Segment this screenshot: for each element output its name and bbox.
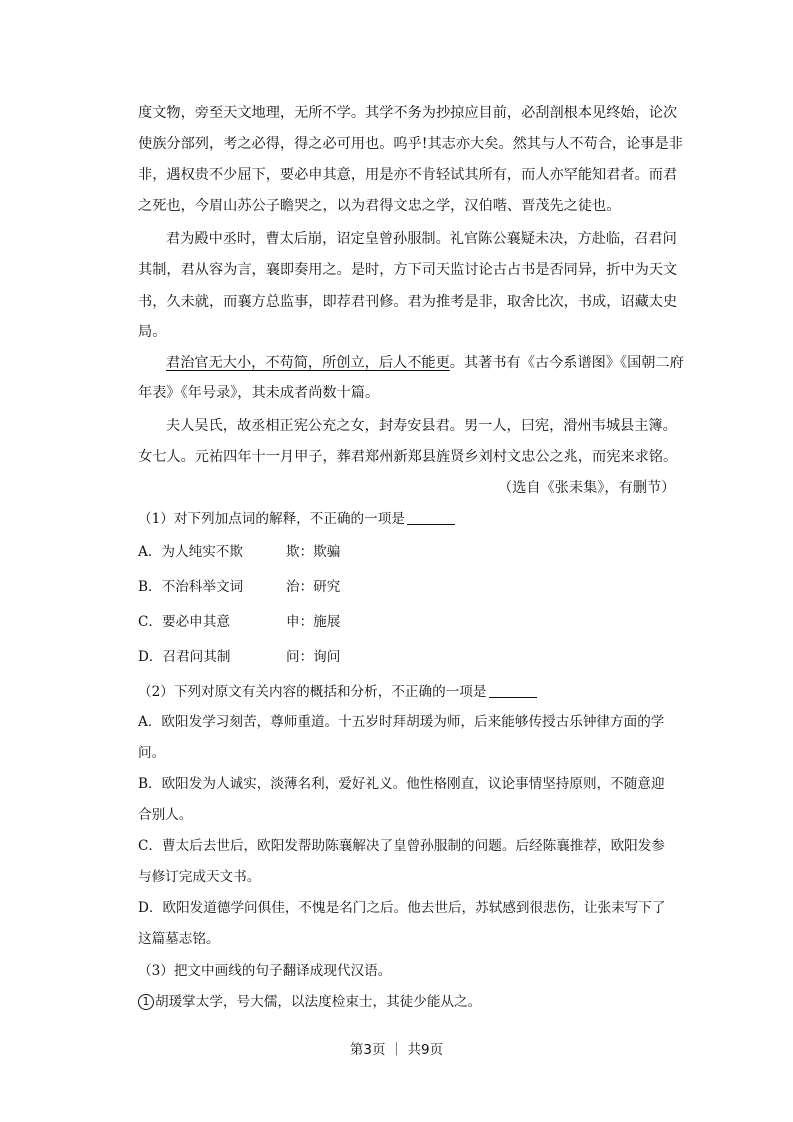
option-c-line: 与修订完成天文书。 [138,869,261,885]
passage-line-underlined [166,354,684,372]
passage-line: 之死也，今眉山苏公子瞻哭之，以为君得文忠之学，汉伯喈、晋茂先之徒也。 [138,198,621,214]
option-label: D．召君问其制 [138,649,231,665]
passage-line: 女七人。元祐四年十一月甲子，葬君郑州新郑县旌贤乡刘村文忠公之兆，而宪来求铭。 [138,449,678,465]
passage-line: 度文物，旁至天文地理，无所不学。其学不务为抄掠应目前，必刮剖根本见终始，论次 [138,105,678,121]
underlined-sentence: 君治官无大小，不苟简，所创立，后人不能更 [166,355,450,371]
translation-item-1 [138,993,481,1011]
option-d-line: 这篇墓志铭。 [138,931,220,947]
option-gloss: 欺：欺骗 [286,544,341,560]
question-stem [138,510,455,528]
question-stem-text: （1）对下列加点词的解释，不正确的一项是 [138,511,405,527]
option-label: B．不治科举文词 [138,579,244,595]
passage-line: 局。 [138,324,167,340]
answer-blank[interactable] [407,510,455,525]
passage-line: 使族分部列，考之必得，得之必可用也。呜乎!其志亦大矣。然其与人不苟合，论事是非 [138,136,683,152]
option-gloss: 问：询问 [286,649,341,665]
passage-line: 君为殿中丞时，曹太后崩，诏定皇曾孙服制。礼官陈公襄疑未决，方赴临，召君问 [166,231,677,247]
option-gloss: 申：施展 [286,614,341,630]
translation-sentence: 胡瑗掌太学，号大儒，以法度检束士，其徒少能从之。 [155,994,482,1010]
option-a-line: A．欧阳发学习刻苦，尊师重道。十五岁时拜胡瑗为师，后来能够传授古乐钟律方面的学 [138,714,665,730]
passage-line: 非，遇权贵不少屈下，要必申其意，用是亦不肯轻试其所有，而人亦罕能知君者。而君 [138,167,678,183]
answer-blank[interactable] [489,683,537,698]
option-d-line: D．欧阳发道德学问俱佳，不愧是名门之后。他去世后，苏轼感到很悲伤，让张耒写下了 [138,900,666,916]
passage-line: 夫人吴氏，故丞相正宪公充之女，封寿安县君。男一人，曰宪，滑州韦城县主簿。 [166,418,677,434]
question-stem [138,683,537,701]
circled-number: 1 [138,994,154,1010]
option-c-line: C．曹太后去世后，欧阳发帮助陈襄解决了皇曾孙服制的问题。后经陈襄推荐，欧阳发参 [138,838,665,854]
option-a-line: 问。 [138,745,166,761]
option-b-line: 合别人。 [138,807,193,823]
option-label: C．要必申其意 [138,614,230,630]
question-stem: （3）把文中画线的句子翻译成现代汉语。 [138,963,392,979]
passage-text: 。其著书有《古今系谱图》《国朝二府 [449,355,684,371]
passage-line: 年表》《年号录》，其未成者尚数十篇。 [138,385,380,401]
page-footer: 第3页 ｜ 共9页 [349,1042,444,1058]
passage-line: 书，久未就，而襄方总监事，即荐君刊修。君为推考是非，取舍比次，书成，诏藏太史 [138,294,678,310]
passage-line: 其制，君从容为言，襄即奏用之。是时，方下司天监讨论古占书是否同异，折中为天文 [138,262,678,278]
option-label: A．为人纯实不欺 [138,544,243,560]
source-citation: （选自《张耒集》，有删节） [498,480,676,496]
option-b-line: B．欧阳发为人诚实，淡薄名利，爱好礼义。他性格刚直，议论事情坚持原则，不随意迎 [138,776,665,792]
question-stem-text: （2）下列对原文有关内容的概括和分析，不正确的一项是 [138,684,487,700]
option-gloss: 治：研究 [286,579,341,595]
